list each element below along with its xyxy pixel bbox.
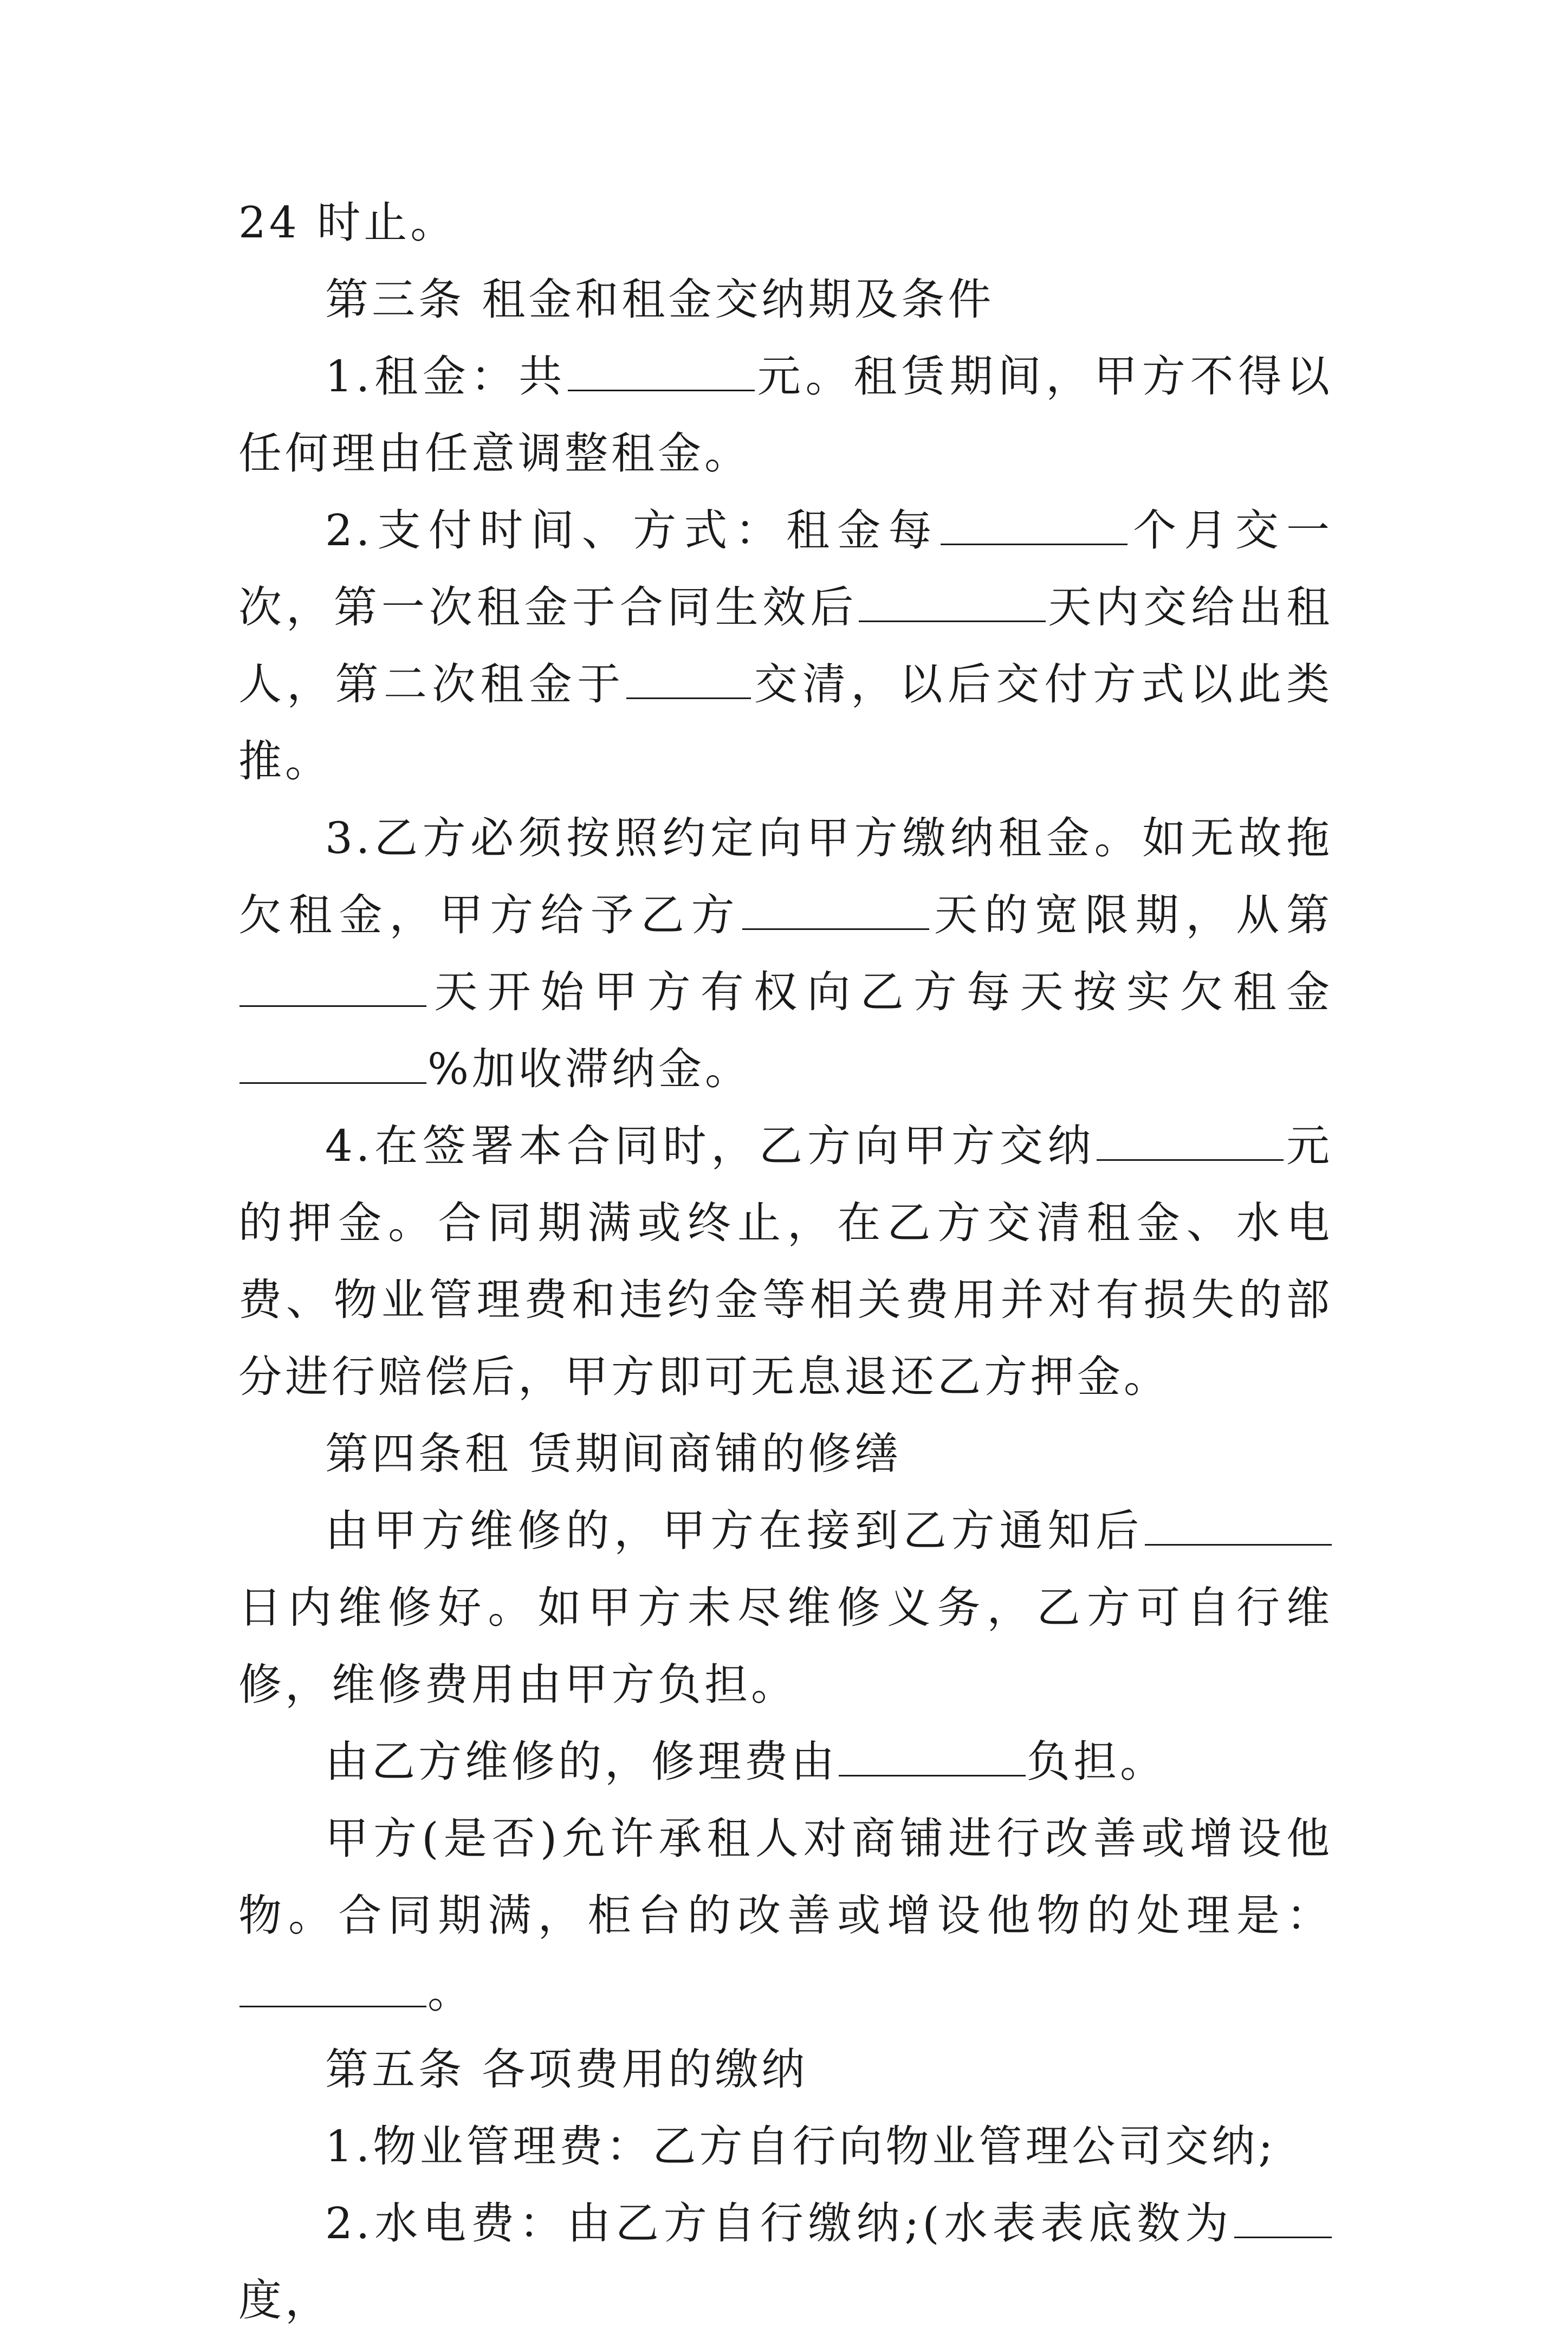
text-segment: 24 时止。 (238, 197, 457, 248)
text-segment: 元的押金。合同期满或终止，在乙方交清租金、水电费、物业管理费和违约金等相关费用并对有损失的部分进行赔偿后，甲方即可无息退还乙方押金。 (238, 1121, 1333, 1402)
fill-in-blank[interactable] (1097, 1121, 1284, 1161)
fill-in-blank[interactable] (1145, 1506, 1332, 1546)
text-segment: 元。租赁期间，甲方不得以任何理由任意调整租金。 (238, 351, 1333, 479)
paragraph-p8 (238, 1492, 1333, 1723)
fill-in-blank[interactable] (859, 583, 1046, 622)
paragraph-p5 (238, 800, 1333, 1108)
text-segment: 甲方(是否)允许承租人对商铺进行改善或增设他物。合同期满，柜台的改善或增设他物的处理是： (238, 1813, 1333, 1941)
fill-in-blank[interactable] (239, 1968, 426, 2007)
paragraph-p2 (238, 261, 1333, 338)
fill-in-blank[interactable] (239, 967, 426, 1007)
text-segment: 2.水电费：由乙方自行缴纳;(水表表底数为 (325, 2198, 1233, 2248)
fill-in-blank[interactable] (941, 506, 1128, 545)
text-segment: 第四条租 赁期间商铺的修缮 (325, 1429, 902, 1479)
text-segment: 。 (427, 1967, 474, 2018)
document-body (238, 184, 1333, 2339)
text-segment: 由乙方维修的，修理费由 (325, 1736, 838, 1787)
text-segment: %加收滞纳金。 (427, 1044, 752, 1094)
text-segment: 度， (238, 2275, 332, 2325)
text-segment: 天内交给出租人，第二次租金于 (238, 582, 1333, 709)
fill-in-blank[interactable] (742, 890, 929, 930)
fill-in-blank[interactable] (626, 660, 751, 699)
text-segment: 交清，以后交付方式以此类推。 (238, 659, 1333, 786)
text-segment: 天的宽限期，从第 (930, 890, 1333, 940)
paragraph-p4 (238, 492, 1333, 800)
text-segment: 个月交一次，第一次租金于合同生效后 (238, 505, 1333, 632)
paragraph-p3 (238, 338, 1333, 492)
fill-in-blank[interactable] (239, 1044, 426, 1084)
paragraph-p13 (238, 2185, 1333, 2339)
text-segment: 1.租金：共 (325, 351, 567, 402)
paragraph-p10 (238, 1800, 1333, 2031)
text-segment: 3.乙方必须按照约定向甲方缴纳租金。如无故拖欠租金，甲方给予乙方 (238, 813, 1333, 940)
paragraph-p11 (238, 2031, 1333, 2108)
text-segment: 4.在签署本合同时，乙方向甲方交纳 (325, 1121, 1096, 1171)
paragraph-p9 (238, 1723, 1333, 1800)
text-segment: 天开始甲方有权向乙方每天按实欠租金 (427, 967, 1333, 1017)
paragraph-p12 (238, 2108, 1333, 2185)
text-segment: 由甲方维修的，甲方在接到乙方通知后 (325, 1506, 1144, 1556)
paragraph-p6 (238, 1108, 1333, 1416)
text-segment: 2.支付时间、方式：租金每 (325, 505, 939, 555)
fill-in-blank[interactable] (568, 352, 755, 391)
text-segment: 1.物业管理费：乙方自行向物业管理公司交纳; (325, 2121, 1277, 2172)
text-segment: 负担。 (1027, 1736, 1167, 1787)
fill-in-blank[interactable] (839, 1737, 1026, 1776)
text-segment: 第三条 租金和租金交纳期及条件 (325, 274, 995, 325)
text-segment: 日内维修好。如甲方未尽维修义务，乙方可自行维修，维修费用由甲方负担。 (238, 1582, 1333, 1710)
paragraph-p7 (238, 1416, 1333, 1492)
paragraph-p1 (238, 184, 1333, 261)
fill-in-blank[interactable] (1234, 2199, 1332, 2238)
text-segment: 第五条 各项费用的缴纳 (325, 2044, 808, 2095)
